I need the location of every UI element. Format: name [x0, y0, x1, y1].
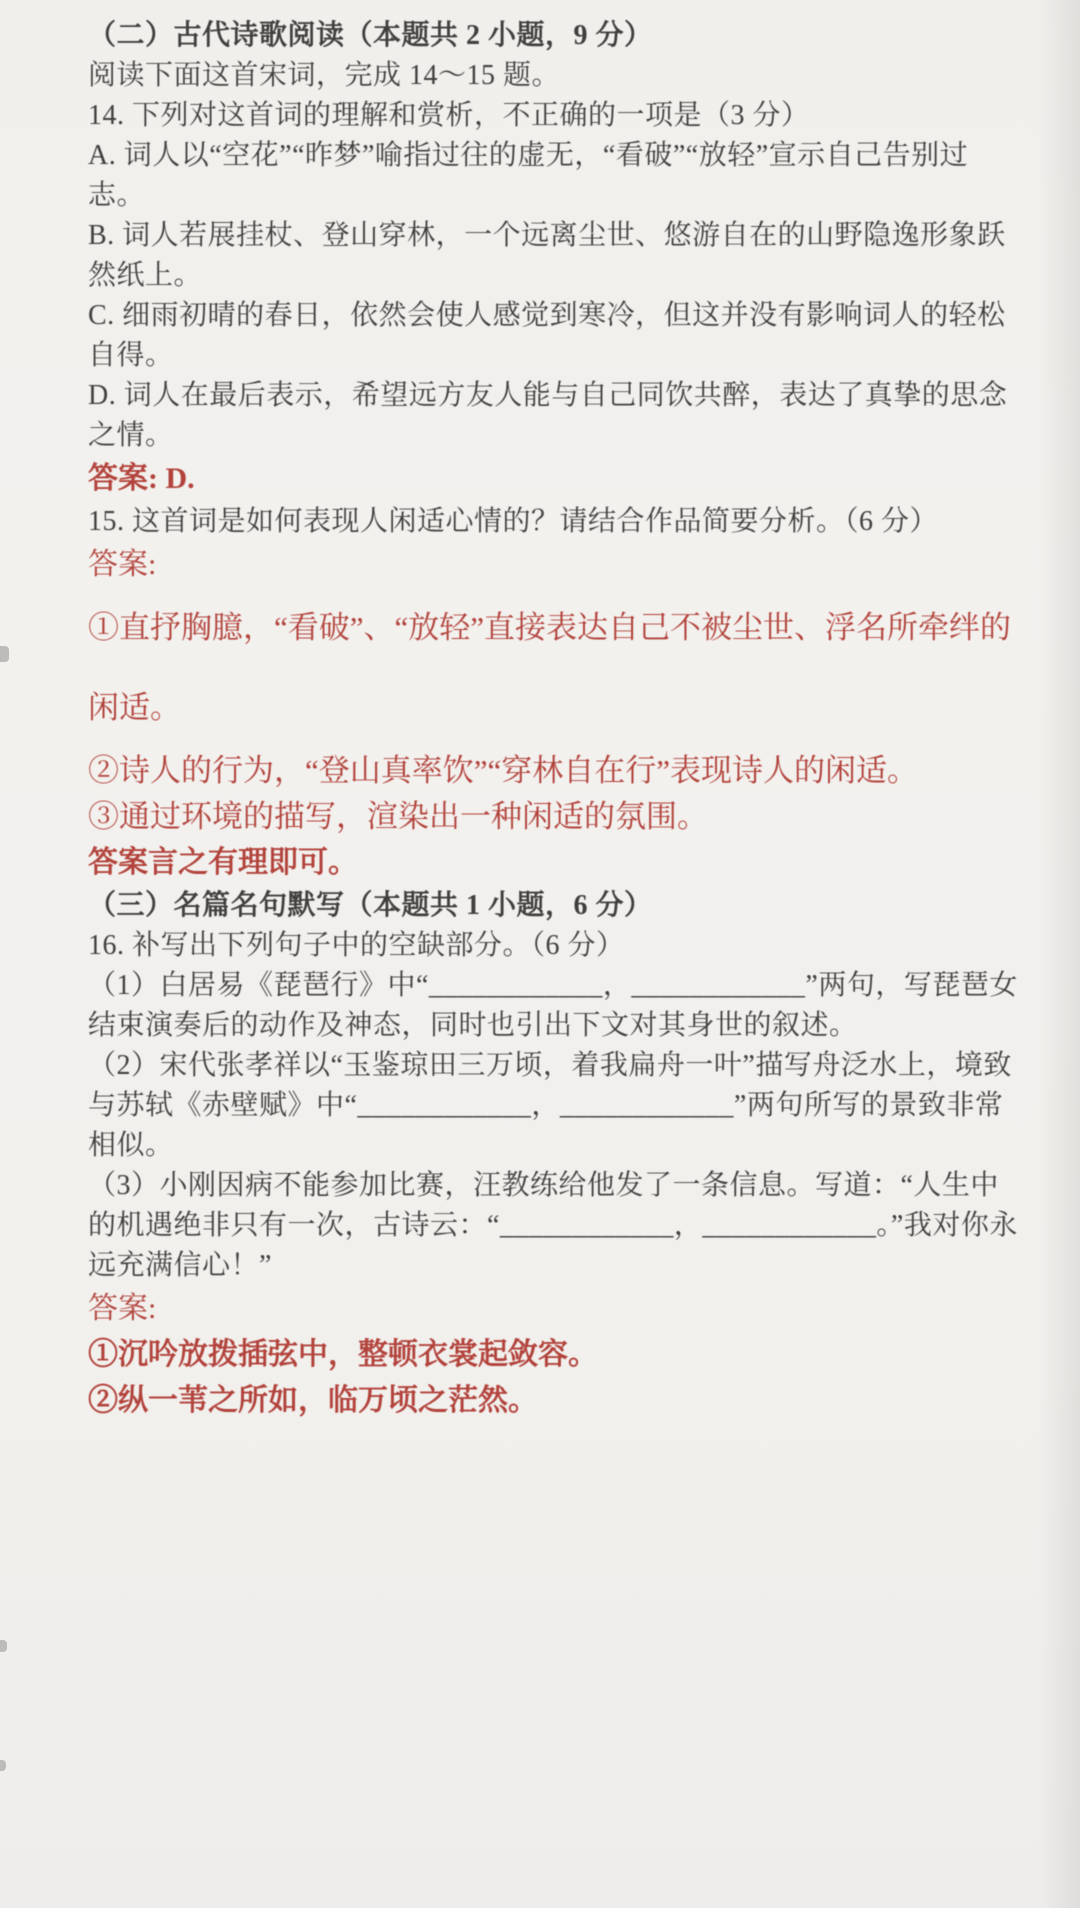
question-14-answer: 答案: D.: [88, 462, 195, 495]
question-14-option-a: A. 词人以“空花”“昨梦”喻指过往的虚无，“看破”“放轻”宣示自己告别过志。: [88, 140, 969, 211]
question-15-answer-note: 答案言之有理即可。: [88, 846, 358, 879]
question-16-stem: 16. 补写出下列句子中的空缺部分。（6 分）: [88, 930, 625, 961]
question-16-item-3: （3）小刚因病不能参加比赛，汪教练给他发了一条信息。写道：“人生中的机遇绝非只有一次，古诗云：“____________，____________。”我对你永远充满信心！”: [88, 1170, 1018, 1281]
reading-instruction: 阅读下面这首宋词，完成 14～15 题。: [88, 60, 561, 91]
question-15-answer-label: 答案:: [88, 548, 157, 581]
question-14-option-d: D. 词人在最后表示，希望远方友人能与自己同饮共醉，表达了真挚的思念之情。: [88, 380, 1008, 451]
question-14-option-c: C. 细雨初晴的春日，依然会使人感觉到寒冷，但这并没有影响词人的轻松自得。: [88, 300, 1006, 371]
photo-artifact: [0, 1760, 6, 1771]
exam-text-column: [88, 0, 1018, 1424]
question-16-answer-label: 答案:: [88, 1292, 157, 1325]
question-14-option-b: B. 词人若展挂杖、登山穿林，一个远离尘世、悠游自在的山野隐逸形象跃然纸上。: [88, 220, 1006, 291]
photo-artifact: [0, 646, 9, 662]
question-16-item-2: （2）宋代张孝祥以“玉鉴琼田三万顷，着我扁舟一叶”描写舟泛水上，境致与苏轼《赤壁赋》中“____________，____________”两句所写的景致非常相似。: [88, 1050, 1012, 1161]
photo-artifact: [0, 1640, 7, 1652]
question-15-answer-point-1: ①直抒胸臆，“看破”、“放轻”直接表达自己不被尘世、浮名所牵绊的闲适。: [88, 610, 1012, 725]
question-16-item-1: （1）白居易《琵琶行》中“____________，____________”两句，写琵琶女结束演奏后的动作及神态，同时也引出下文对其身世的叙述。: [88, 970, 1018, 1041]
question-16-answer-point-2: ②纵一苇之所如，临万顷之茫然。: [88, 1384, 538, 1417]
section2-heading: （二）古代诗歌阅读（本题共 2 小题，9 分）: [88, 20, 653, 51]
page-edge-shadow: [1038, 0, 1080, 1908]
question-15-answer-point-3: ③通过环境的描写，渲染出一种闲适的氛围。: [88, 799, 708, 834]
question-15-stem: 15. 这首词是如何表现人闲适心情的？请结合作品简要分析。（6 分）: [88, 506, 939, 537]
section3-heading: （三）名篇名句默写（本题共 1 小题，6 分）: [88, 890, 653, 921]
question-14-stem: 14. 下列对这首词的理解和赏析，不正确的一项是（3 分）: [88, 100, 810, 131]
question-16-answer-point-1: ①沉吟放拨插弦中，整顿衣裳起敛容。: [88, 1338, 598, 1371]
question-15-answer-point-2: ②诗人的行为，“登山真率饮”“穿林自在行”表现诗人的闲适。: [88, 753, 919, 788]
